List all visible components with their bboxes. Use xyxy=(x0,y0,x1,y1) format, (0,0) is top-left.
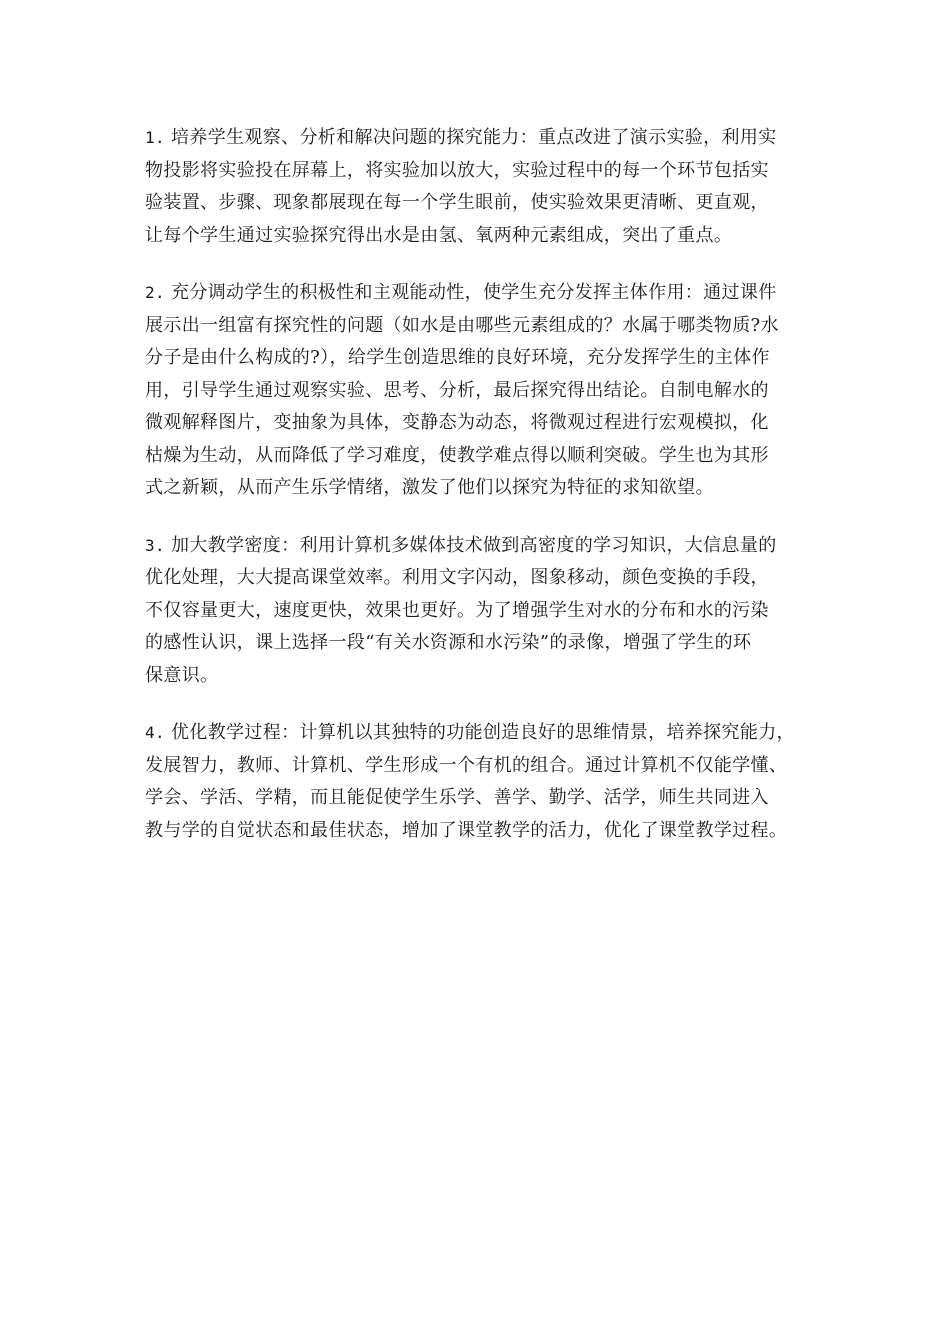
paragraph-line: 保意识。 xyxy=(145,664,219,686)
paragraph-line xyxy=(145,122,825,155)
paragraph-line: 优化处理，大大提高课堂效率。利用文字闪动，图象移动，颜色变换的手段， xyxy=(145,567,769,588)
paragraph-line: 发展智力，教师、计算机、学生形成一个有机的组合。通过计算机不仅能学懂、 xyxy=(145,754,788,776)
paragraph-3 xyxy=(145,530,825,693)
paragraph-line: 不仅容量更大，速度更快，效果也更好。为了增强学生对水的分布和水的污染 xyxy=(145,599,769,621)
paragraph-line: 微观解释图片，变抽象为具体，变静态为动态，将微观过程进行宏观模拟，化 xyxy=(145,412,769,433)
paragraph-number: 2. xyxy=(145,283,165,302)
paragraph-line: 学会、学活、学精，而且能促使学生乐学、善学、勤学、活学，师生共同进入 xyxy=(145,787,769,808)
paragraph-line xyxy=(145,277,825,310)
paragraph-line xyxy=(145,530,825,563)
paragraph-line: 教与学的自觉状态和最佳状态，增加了课堂教学的活力，优化了课堂教学过程。 xyxy=(145,819,788,841)
paragraph-number: 1. xyxy=(145,128,165,147)
paragraph-line: 枯燥为生动，从而降低了学习难度，使教学难点得以顺利突破。学生也为其形 xyxy=(145,444,769,466)
paragraph-line: 用，引导学生通过观察实验、思考、分析，最后探究得出结论。自制电解水的 xyxy=(145,379,769,401)
paragraph-2 xyxy=(145,277,825,505)
paragraph-text: 培养学生观察、分析和解决问题的探究能力：重点改进了演示实验，利用实 xyxy=(171,127,777,148)
paragraph-line: 物投影将实验投在屏幕上，将实验加以放大，实验过程中的每一个环节包括实 xyxy=(145,159,769,181)
paragraph-line: 展示出一组富有探究性的问题（如水是由哪些元素组成的？水属于哪类物质?水 xyxy=(145,314,779,336)
paragraph-line: 式之新颖，从而产生乐学情绪，激发了他们以探究为特征的求知欲望。 xyxy=(145,477,714,498)
paragraph-1 xyxy=(145,122,825,252)
document-page xyxy=(145,122,825,872)
paragraph-number: 3. xyxy=(145,535,165,555)
paragraph-line: 验装置、步骤、现象都展现在每一个学生眼前，使实验效果更清晰、更直观， xyxy=(145,192,769,213)
paragraph-line: 分子是由什么构成的?），给学生创造思维的良好环境，充分发挥学生的主体作 xyxy=(145,347,770,368)
paragraph-text: 加大教学密度：利用计算机多媒体技术做到高密度的学习知识，大信息量的 xyxy=(171,534,777,556)
paragraph-line xyxy=(145,717,825,750)
paragraph-line: 的感性认识，课上选择一段“有关水资源和水污染”的录像，增强了学生的环 xyxy=(145,632,752,653)
paragraph-line: 让每个学生通过实验探究得出水是由氢、氧两种元素组成，突出了重点。 xyxy=(145,224,733,246)
paragraph-text: 充分调动学生的积极性和主观能动性，使学生充分发挥主体作用：通过课件 xyxy=(171,282,777,303)
paragraph-number: 4. xyxy=(145,723,165,742)
paragraph-text: 优化教学过程：计算机以其独特的功能创造良好的思维情景，培养探究能力， xyxy=(171,722,795,743)
paragraph-4 xyxy=(145,717,825,847)
